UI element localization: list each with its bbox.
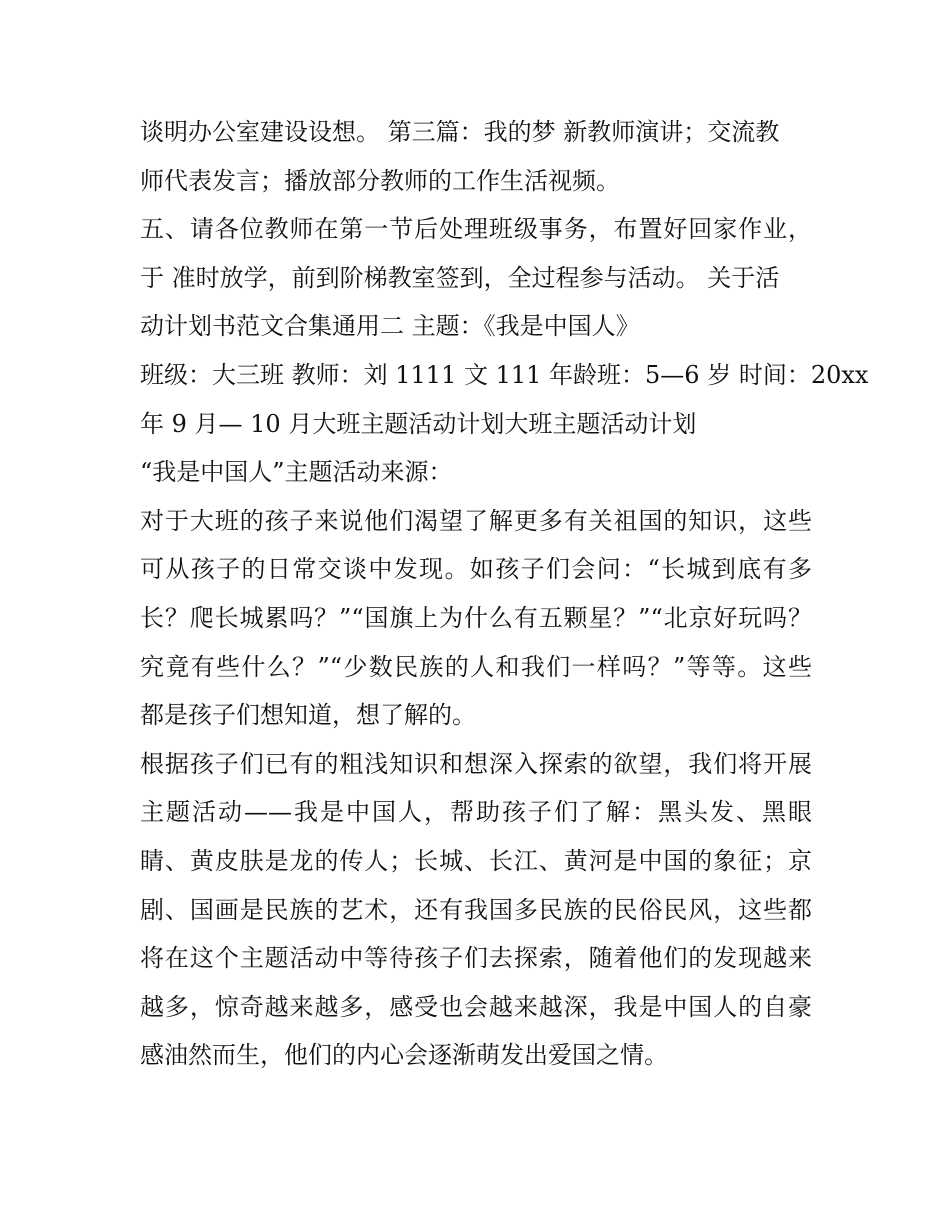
text-line: 五、请各位教师在第一节后处理班级事务，布置好回家作业，	[140, 215, 812, 244]
text-line: 将在这个主题活动中等待孩子们去探索，随着他们的发现越来	[140, 944, 812, 973]
text-line: 年 9 月— 10 月大班主题活动计划大班主题活动计划	[140, 409, 697, 438]
text-line: 感油然而生，他们的内心会逐渐萌发出爱国之情。	[140, 1041, 668, 1070]
text-line: “我是中国人”主题活动来源：	[140, 458, 453, 487]
document-body	[140, 108, 869, 1080]
text-line: 根据孩子们已有的粗浅知识和想深入探索的欲望，我们将开展	[140, 749, 812, 778]
text-line: 对于大班的孩子来说他们渴望了解更多有关祖国的知识，这些	[140, 506, 812, 535]
text-line: 剧、国画是民族的艺术，还有我国多民族的民俗民风，这些都	[140, 895, 812, 924]
text-line: 越多，惊奇越来越多，感受也会越来越深，我是中国人的自豪	[140, 992, 812, 1021]
text-line: 于 准时放学，前到阶梯教室签到，全过程参与活动。 关于活	[140, 263, 780, 292]
text-line: 都是孩子们想知道，想了解的。	[140, 701, 476, 730]
text-line: 谈明办公室建设设想。 第三篇：我的梦 新教师演讲；交流教	[140, 118, 780, 146]
text-line: 究竟有些什么？”“少数民族的人和我们一样吗？”等等。这些	[140, 652, 812, 681]
text-line: 睛、黄皮肤是龙的传人；长城、长江、黄河是中国的象征；京	[140, 846, 812, 875]
text-line: 师代表发言；播放部分教师的工作生活视频。	[140, 166, 620, 195]
text-line: 主题活动——我是中国人，帮助孩子们了解：黑头发、黑眼	[140, 798, 812, 827]
text-line: 班级：大三班 教师：刘 1111 文 111 年龄班：5—6 岁 时间：20xx	[140, 360, 869, 389]
text-line: 动计划书范文合集通用二 主题：《我是中国人》	[140, 312, 640, 341]
text-line: 长？爬长城累吗？”“国旗上为什么有五颗星？”“北京好玩吗？	[140, 603, 812, 632]
text-line: 可从孩子的日常交谈中发现。如孩子们会问：“长城到底有多	[140, 555, 812, 584]
